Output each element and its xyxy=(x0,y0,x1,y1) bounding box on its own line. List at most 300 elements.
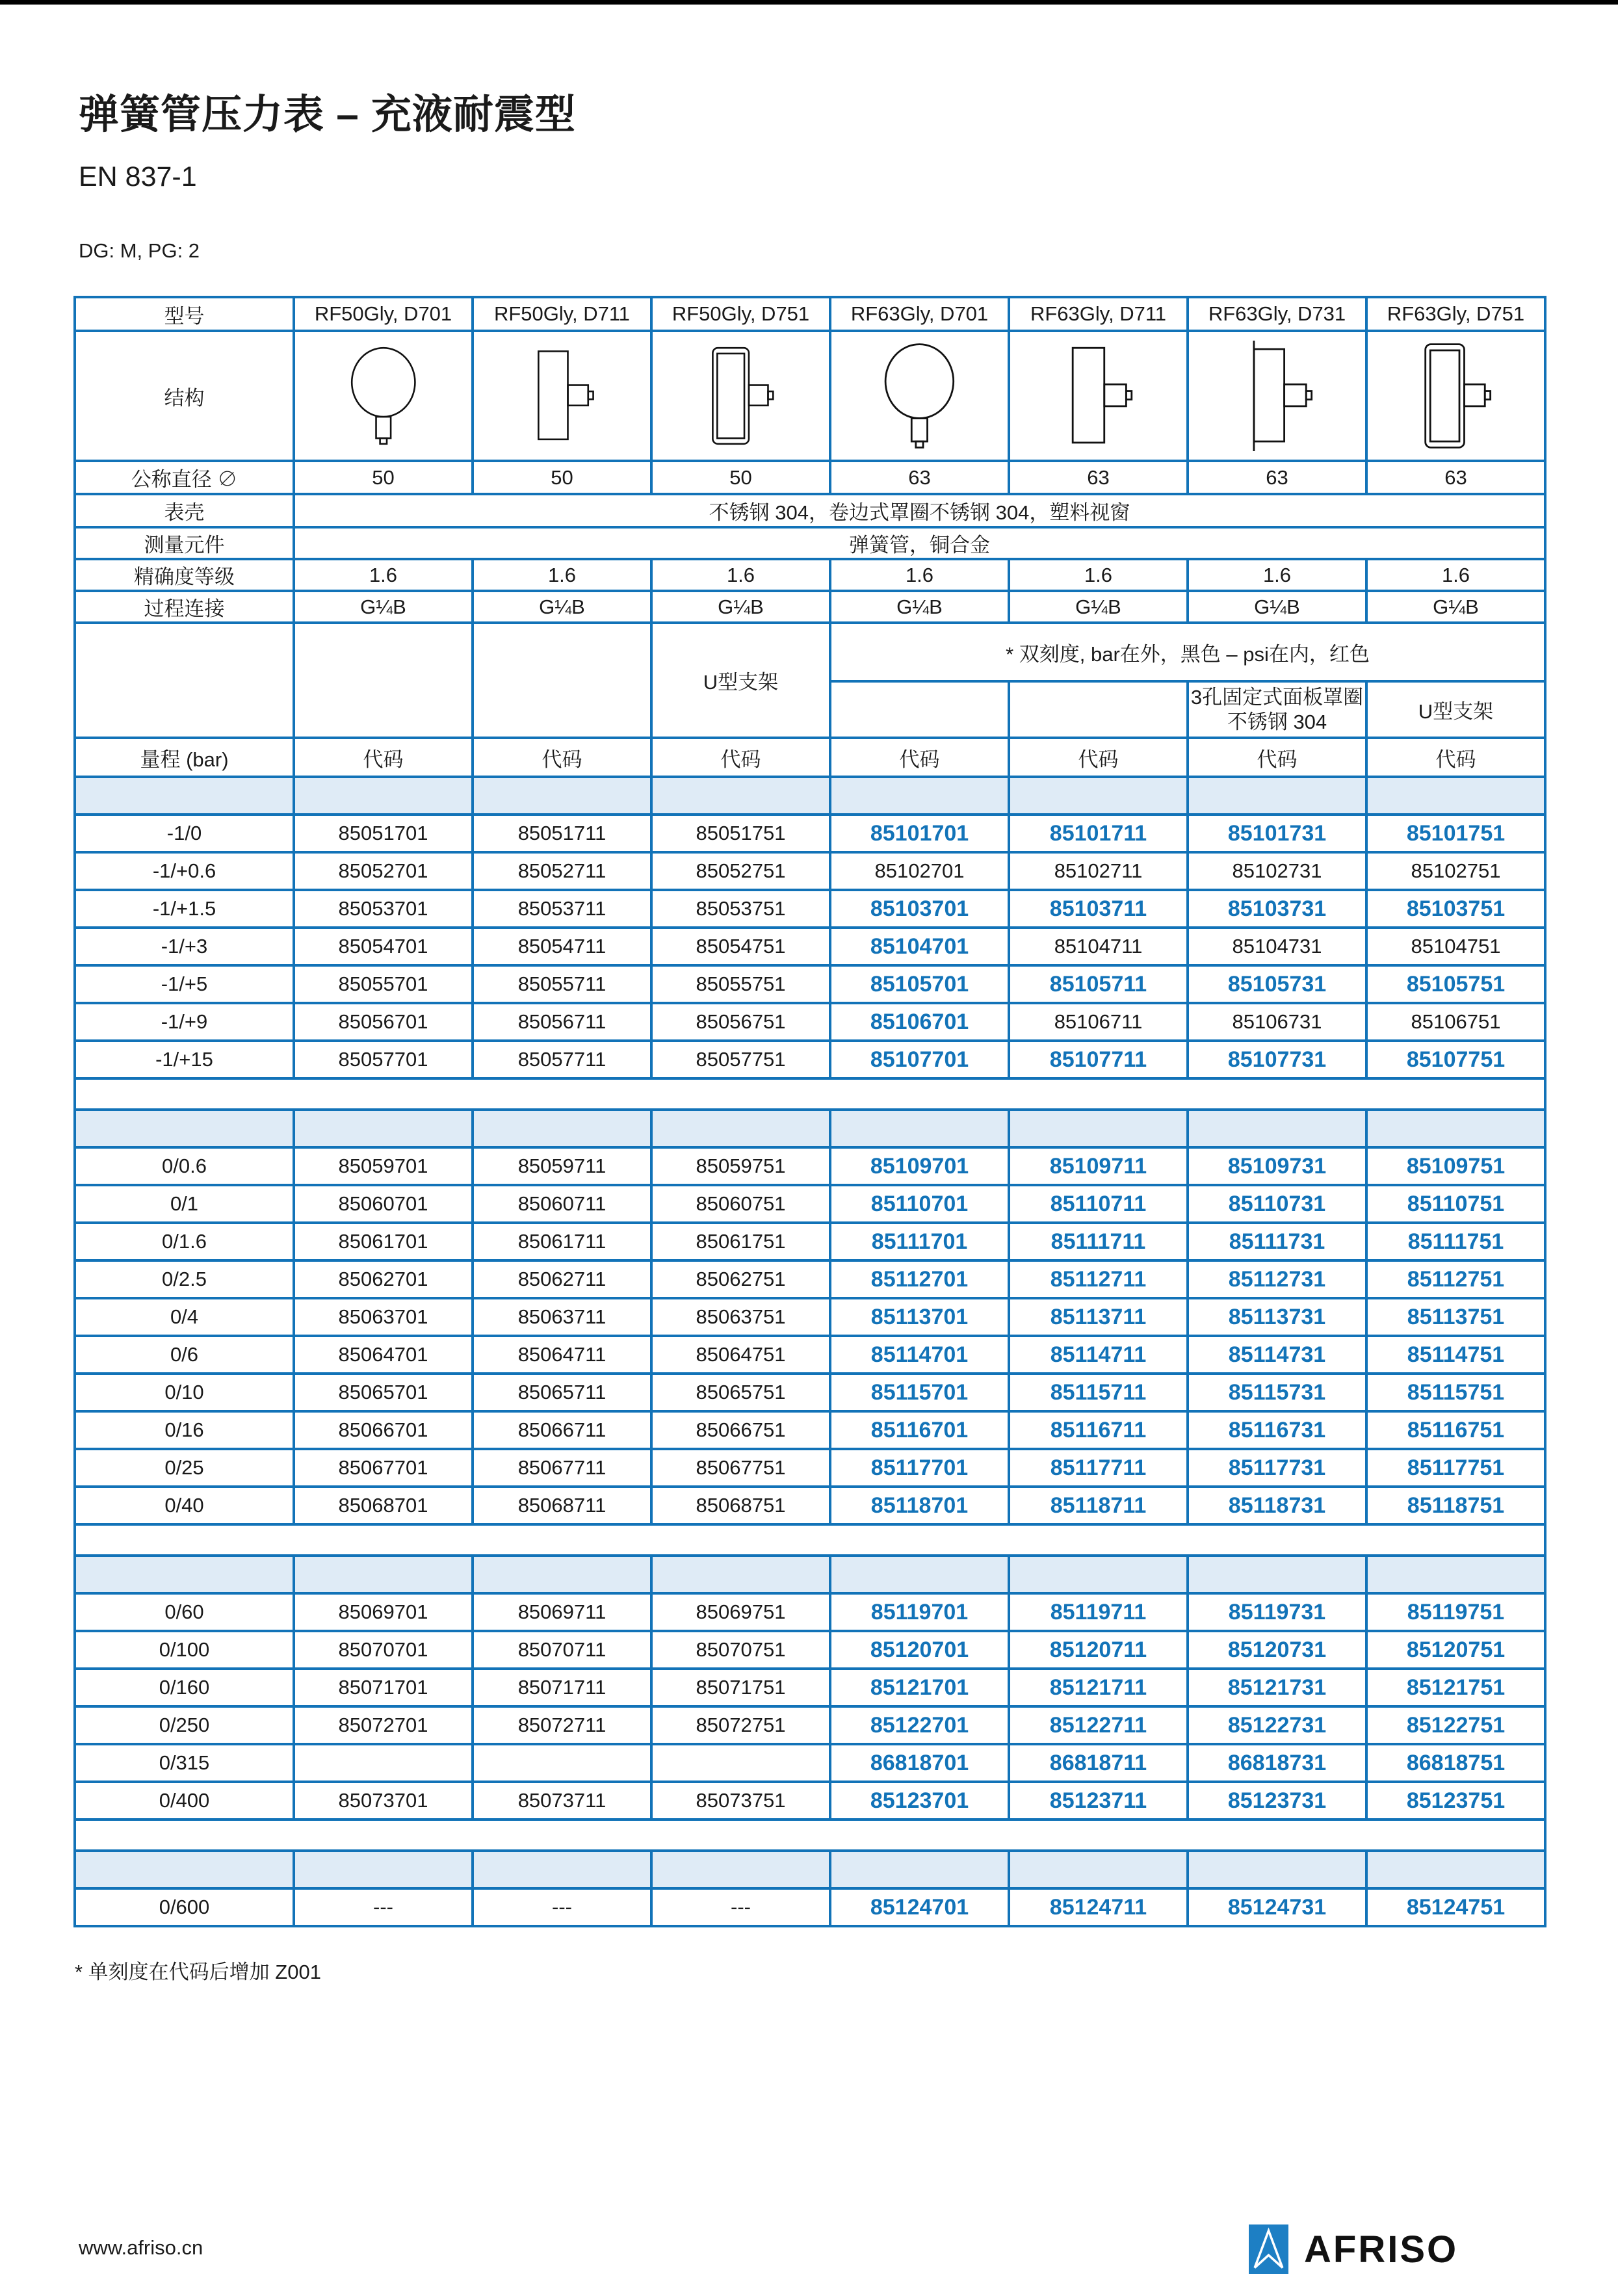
separator-cell xyxy=(1009,1851,1188,1888)
code-cell: 85112751 xyxy=(1366,1260,1545,1298)
code-cell: 85118711 xyxy=(1009,1487,1188,1524)
code-cell: 85063751 xyxy=(651,1298,830,1336)
code-cell: 85061751 xyxy=(651,1223,830,1260)
spec-value-cell: G¼B xyxy=(1188,591,1366,623)
code-cell: 85103751 xyxy=(1366,890,1545,928)
code-cell: 85104731 xyxy=(1188,928,1366,965)
code-cell: 85072711 xyxy=(473,1706,651,1744)
code-cell: 85105701 xyxy=(830,965,1009,1003)
code-cell: 85051711 xyxy=(473,815,651,852)
code-column-label: 代码 xyxy=(294,738,473,777)
code-cell: 85114711 xyxy=(1009,1336,1188,1374)
data-row xyxy=(75,1706,1545,1744)
data-row xyxy=(75,1298,1545,1336)
data-row xyxy=(75,1147,1545,1185)
spec-label: 表壳 xyxy=(75,494,294,527)
code-cell: 85109701 xyxy=(830,1147,1009,1185)
code-cell: 85051751 xyxy=(651,815,830,852)
note-empty-cell xyxy=(473,623,651,738)
code-column-label: 代码 xyxy=(1009,738,1188,777)
range-header-row xyxy=(75,738,1545,777)
range-cell: 0/60 xyxy=(75,1593,294,1631)
top-rule xyxy=(0,0,1618,5)
code-cell: 85121701 xyxy=(830,1669,1009,1706)
code-cell: 85112701 xyxy=(830,1260,1009,1298)
code-cell: 85114731 xyxy=(1188,1336,1366,1374)
code-column-label: 代码 xyxy=(830,738,1009,777)
code-cell: 85065711 xyxy=(473,1374,651,1411)
code-cell: 86818711 xyxy=(1009,1744,1188,1782)
code-cell: 85115701 xyxy=(830,1374,1009,1411)
code-cell: 85121751 xyxy=(1366,1669,1545,1706)
data-row xyxy=(75,1669,1545,1706)
range-cell: -1/+1.5 xyxy=(75,890,294,928)
spec-label: 公称直径 ∅ xyxy=(75,461,294,494)
code-cell: 85064751 xyxy=(651,1336,830,1374)
code-cell: 85057711 xyxy=(473,1041,651,1078)
spec-value-cell: G¼B xyxy=(1009,591,1188,623)
code-cell: 85110751 xyxy=(1366,1185,1545,1223)
code-cell: 85056701 xyxy=(294,1003,473,1041)
code-cell: 85056711 xyxy=(473,1003,651,1041)
code-cell: 85068701 xyxy=(294,1487,473,1524)
code-cell: 85062751 xyxy=(651,1260,830,1298)
separator-cell xyxy=(294,777,473,815)
spec-value-cell: G¼B xyxy=(473,591,651,623)
code-cell: 85104751 xyxy=(1366,928,1545,965)
range-cell: -1/+3 xyxy=(75,928,294,965)
code-cell: 85068711 xyxy=(473,1487,651,1524)
code-cell: 85106731 xyxy=(1188,1003,1366,1041)
code-cell: 85117751 xyxy=(1366,1449,1545,1487)
code-cell: 85113731 xyxy=(1188,1298,1366,1336)
spec-row xyxy=(75,527,1545,559)
code-cell: 85066751 xyxy=(651,1411,830,1449)
spec-value-cell: G¼B xyxy=(294,591,473,623)
code-cell: 85072751 xyxy=(651,1706,830,1744)
separator-cell xyxy=(1009,777,1188,815)
separator-cell xyxy=(294,1851,473,1888)
spec-value-cell: G¼B xyxy=(651,591,830,623)
code-cell: 85104711 xyxy=(1009,928,1188,965)
code-cell: 85073701 xyxy=(294,1782,473,1820)
separator-cell xyxy=(651,1110,830,1147)
separator-cell xyxy=(473,1110,651,1147)
data-row xyxy=(75,1041,1545,1078)
note-band-row-top xyxy=(75,623,1545,681)
code-cell: 85067711 xyxy=(473,1449,651,1487)
code-cell: 85107731 xyxy=(1188,1041,1366,1078)
code-cell: 85070751 xyxy=(651,1631,830,1669)
code-cell: 85067701 xyxy=(294,1449,473,1487)
model-column-label: 型号 xyxy=(75,297,294,331)
code-cell: 85113701 xyxy=(830,1298,1009,1336)
code-cell: 85112711 xyxy=(1009,1260,1188,1298)
code-cell xyxy=(473,1744,651,1782)
data-row xyxy=(75,1782,1545,1820)
data-row xyxy=(75,928,1545,965)
data-row xyxy=(75,1223,1545,1260)
range-cell: 0/400 xyxy=(75,1782,294,1820)
data-row xyxy=(75,852,1545,890)
code-cell: 85103731 xyxy=(1188,890,1366,928)
code-cell: 85067751 xyxy=(651,1449,830,1487)
code-cell: 85056751 xyxy=(651,1003,830,1041)
data-row xyxy=(75,1003,1545,1041)
model-name-cell: RF50Gly, D751 xyxy=(651,297,830,331)
code-cell: 85114751 xyxy=(1366,1336,1545,1374)
code-column-label: 代码 xyxy=(1188,738,1366,777)
code-cell: --- xyxy=(294,1888,473,1926)
code-cell: 85071751 xyxy=(651,1669,830,1706)
code-cell: 85121731 xyxy=(1188,1669,1366,1706)
code-cell: 85069751 xyxy=(651,1593,830,1631)
code-cell: 85066711 xyxy=(473,1411,651,1449)
data-row xyxy=(75,1888,1545,1926)
separator-cell xyxy=(1188,1556,1366,1593)
code-cell: 85062711 xyxy=(473,1260,651,1298)
model-name-cell: RF50Gly, D701 xyxy=(294,297,473,331)
range-cell: 0/2.5 xyxy=(75,1260,294,1298)
code-cell: 86818731 xyxy=(1188,1744,1366,1782)
code-cell: 85120701 xyxy=(830,1631,1009,1669)
code-cell: 85104701 xyxy=(830,928,1009,965)
code-cell: 85070701 xyxy=(294,1631,473,1669)
gauge-side-back-connection-icon xyxy=(473,331,651,461)
separator-cell xyxy=(75,1110,294,1147)
code-cell: 85071711 xyxy=(473,1669,651,1706)
code-column-label: 代码 xyxy=(1366,738,1545,777)
range-cell: -1/0 xyxy=(75,815,294,852)
code-cell xyxy=(651,1744,830,1782)
spec-value-cell: 1.6 xyxy=(1009,559,1188,591)
gauge-side-flange-icon xyxy=(1366,331,1545,461)
separator-cell xyxy=(651,1851,830,1888)
code-cell: 85123731 xyxy=(1188,1782,1366,1820)
code-cell: 85116751 xyxy=(1366,1411,1545,1449)
range-cell: 0/250 xyxy=(75,1706,294,1744)
separator-row-blue xyxy=(75,777,1545,815)
spec-value-cell: 1.6 xyxy=(830,559,1009,591)
code-cell: 85106751 xyxy=(1366,1003,1545,1041)
code-cell: 85103711 xyxy=(1009,890,1188,928)
code-cell: 85055701 xyxy=(294,965,473,1003)
code-cell: 85060701 xyxy=(294,1185,473,1223)
code-cell: 85123751 xyxy=(1366,1782,1545,1820)
data-row xyxy=(75,1260,1545,1298)
code-cell: 85073711 xyxy=(473,1782,651,1820)
dg-pg-meta: DG: M, PG: 2 xyxy=(79,239,200,262)
spec-value-cell: G¼B xyxy=(1366,591,1545,623)
model-name-cell: RF63Gly, D731 xyxy=(1188,297,1366,331)
code-cell: 85123701 xyxy=(830,1782,1009,1820)
code-cell: 85114701 xyxy=(830,1336,1009,1374)
code-cell: 85123711 xyxy=(1009,1782,1188,1820)
code-cell: 85057701 xyxy=(294,1041,473,1078)
code-cell: 85107751 xyxy=(1366,1041,1545,1078)
separator-cell xyxy=(75,1820,1545,1851)
code-cell: 85111701 xyxy=(830,1223,1009,1260)
code-cell: 85059701 xyxy=(294,1147,473,1185)
standard-label: EN 837-1 xyxy=(79,161,197,192)
code-column-label: 代码 xyxy=(473,738,651,777)
code-cell: 85117711 xyxy=(1009,1449,1188,1487)
code-cell: 85055751 xyxy=(651,965,830,1003)
data-row xyxy=(75,1449,1545,1487)
range-cell: 0/1.6 xyxy=(75,1223,294,1260)
code-cell: 85057751 xyxy=(651,1041,830,1078)
code-cell: 85101701 xyxy=(830,815,1009,852)
range-cell: 0/1 xyxy=(75,1185,294,1223)
code-cell xyxy=(294,1744,473,1782)
code-cell: 85118701 xyxy=(830,1487,1009,1524)
separator-cell xyxy=(651,777,830,815)
code-cell: 85115731 xyxy=(1188,1374,1366,1411)
code-cell: 85109731 xyxy=(1188,1147,1366,1185)
separator-cell xyxy=(1366,1110,1545,1147)
range-column-label: 量程 (bar) xyxy=(75,738,294,777)
code-cell: 85052751 xyxy=(651,852,830,890)
code-cell: 85109711 xyxy=(1009,1147,1188,1185)
code-cell: 85064711 xyxy=(473,1336,651,1374)
separator-cell xyxy=(294,1556,473,1593)
data-row xyxy=(75,1185,1545,1223)
separator-cell xyxy=(1366,1851,1545,1888)
separator-row-white xyxy=(75,1078,1545,1110)
note-empty-cell xyxy=(294,623,473,738)
separator-cell xyxy=(1188,777,1366,815)
range-cell: 0/100 xyxy=(75,1631,294,1669)
code-cell: 85109751 xyxy=(1366,1147,1545,1185)
data-row xyxy=(75,1411,1545,1449)
code-cell: --- xyxy=(651,1888,830,1926)
range-cell: 0/25 xyxy=(75,1449,294,1487)
separator-cell xyxy=(830,1851,1009,1888)
spec-value-cell: 50 xyxy=(651,461,830,494)
note-empty-cell xyxy=(75,623,294,738)
range-cell: -1/+5 xyxy=(75,965,294,1003)
code-cell: 85119711 xyxy=(1009,1593,1188,1631)
code-cell: 85061701 xyxy=(294,1223,473,1260)
code-cell: 85122751 xyxy=(1366,1706,1545,1744)
model-name-cell: RF63Gly, D751 xyxy=(1366,297,1545,331)
code-cell: 85119751 xyxy=(1366,1593,1545,1631)
code-cell: 85060711 xyxy=(473,1185,651,1223)
range-cell: 0/40 xyxy=(75,1487,294,1524)
spec-label: 测量元件 xyxy=(75,527,294,559)
spec-value-cell: 1.6 xyxy=(1366,559,1545,591)
code-cell: 85120731 xyxy=(1188,1631,1366,1669)
code-cell: 85051701 xyxy=(294,815,473,852)
code-cell: 85116711 xyxy=(1009,1411,1188,1449)
spec-value-cell: 50 xyxy=(294,461,473,494)
separator-cell xyxy=(830,777,1009,815)
code-cell: 85101711 xyxy=(1009,815,1188,852)
code-cell: 85120711 xyxy=(1009,1631,1188,1669)
code-cell: 85107711 xyxy=(1009,1041,1188,1078)
code-cell: 85063711 xyxy=(473,1298,651,1336)
code-cell: 85064701 xyxy=(294,1336,473,1374)
separator-cell xyxy=(1188,1110,1366,1147)
code-column-label: 代码 xyxy=(651,738,830,777)
code-cell: 85065701 xyxy=(294,1374,473,1411)
separator-row-white xyxy=(75,1820,1545,1851)
model-name-cell: RF63Gly, D711 xyxy=(1009,297,1188,331)
code-cell: 85054711 xyxy=(473,928,651,965)
code-cell: 85105731 xyxy=(1188,965,1366,1003)
code-cell: 85062701 xyxy=(294,1260,473,1298)
separator-cell xyxy=(473,1556,651,1593)
code-cell: 85105711 xyxy=(1009,965,1188,1003)
dual-scale-note: * 双刻度, bar在外，黑色 – psi在内，红色 xyxy=(830,623,1545,681)
code-cell: 85117701 xyxy=(830,1449,1009,1487)
code-cell: 85053701 xyxy=(294,890,473,928)
spec-value-cell: 1.6 xyxy=(294,559,473,591)
code-cell: 85072701 xyxy=(294,1706,473,1744)
spec-value-cell: 63 xyxy=(1366,461,1545,494)
spec-label: 精确度等级 xyxy=(75,559,294,591)
code-cell: 85101731 xyxy=(1188,815,1366,852)
code-cell: 85054751 xyxy=(651,928,830,965)
spec-value-cell: 50 xyxy=(473,461,651,494)
data-row xyxy=(75,890,1545,928)
data-row xyxy=(75,815,1545,852)
code-cell: 85068751 xyxy=(651,1487,830,1524)
note-empty-cell xyxy=(830,681,1009,738)
code-cell: 85110731 xyxy=(1188,1185,1366,1223)
code-cell: 86818701 xyxy=(830,1744,1009,1782)
separator-row-blue xyxy=(75,1851,1545,1888)
spec-row xyxy=(75,461,1545,494)
code-cell: --- xyxy=(473,1888,651,1926)
model-name-cell: RF63Gly, D701 xyxy=(830,297,1009,331)
code-cell: 85119701 xyxy=(830,1593,1009,1631)
separator-cell xyxy=(75,1556,294,1593)
range-cell: -1/+15 xyxy=(75,1041,294,1078)
range-cell: 0/315 xyxy=(75,1744,294,1782)
separator-cell xyxy=(75,1524,1545,1556)
code-cell: 85102701 xyxy=(830,852,1009,890)
product-table xyxy=(73,296,1546,1927)
code-cell: 85055711 xyxy=(473,965,651,1003)
code-cell: 85124701 xyxy=(830,1888,1009,1926)
code-cell: 85059711 xyxy=(473,1147,651,1185)
data-row xyxy=(75,1374,1545,1411)
code-cell: 85071701 xyxy=(294,1669,473,1706)
separator-cell xyxy=(75,1851,294,1888)
code-cell: 85052701 xyxy=(294,852,473,890)
code-cell: 85073751 xyxy=(651,1782,830,1820)
code-cell: 85119731 xyxy=(1188,1593,1366,1631)
spec-value-cell: 63 xyxy=(830,461,1009,494)
range-cell: 0/10 xyxy=(75,1374,294,1411)
separator-cell xyxy=(830,1110,1009,1147)
data-row xyxy=(75,1336,1545,1374)
code-cell: 85101751 xyxy=(1366,815,1545,852)
code-cell: 85053751 xyxy=(651,890,830,928)
spec-value-cell: 1.6 xyxy=(1188,559,1366,591)
code-cell: 85116731 xyxy=(1188,1411,1366,1449)
code-cell: 85111711 xyxy=(1009,1223,1188,1260)
spec-value-cell: 1.6 xyxy=(473,559,651,591)
code-cell: 85054701 xyxy=(294,928,473,965)
code-cell: 85115751 xyxy=(1366,1374,1545,1411)
separator-cell xyxy=(1188,1851,1366,1888)
spec-row xyxy=(75,494,1545,527)
data-row xyxy=(75,1744,1545,1782)
separator-cell xyxy=(651,1556,830,1593)
code-cell: 85111731 xyxy=(1188,1223,1366,1260)
code-cell: 85112731 xyxy=(1188,1260,1366,1298)
code-cell: 85124731 xyxy=(1188,1888,1366,1926)
code-cell: 85120751 xyxy=(1366,1631,1545,1669)
range-cell: -1/+0.6 xyxy=(75,852,294,890)
data-row xyxy=(75,1487,1545,1524)
code-cell: 85107701 xyxy=(830,1041,1009,1078)
panel-ring-note: 3孔固定式面板罩圈 不锈钢 304 xyxy=(1188,681,1366,738)
code-cell: 85122701 xyxy=(830,1706,1009,1744)
code-cell: 86818751 xyxy=(1366,1744,1545,1782)
data-row xyxy=(75,965,1545,1003)
spec-row xyxy=(75,591,1545,623)
data-row xyxy=(75,1631,1545,1669)
page-title: 弹簧管压力表 – 充液耐震型 xyxy=(79,92,576,137)
brand-name: AFRISO xyxy=(1304,2228,1459,2271)
separator-cell xyxy=(294,1110,473,1147)
spec-value-cell: G¼B xyxy=(830,591,1009,623)
gauge-front-view-icon xyxy=(830,331,1009,461)
spec-row xyxy=(75,559,1545,591)
gauge-side-back-connection-icon xyxy=(1009,331,1188,461)
code-cell: 85065751 xyxy=(651,1374,830,1411)
range-cell: 0/160 xyxy=(75,1669,294,1706)
structure-row xyxy=(75,331,1545,461)
separator-cell xyxy=(473,1851,651,1888)
code-cell: 85113751 xyxy=(1366,1298,1545,1336)
range-cell: 0/0.6 xyxy=(75,1147,294,1185)
code-cell: 85053711 xyxy=(473,890,651,928)
gauge-front-view-icon xyxy=(294,331,473,461)
code-cell: 85063701 xyxy=(294,1298,473,1336)
model-name-cell: RF50Gly, D711 xyxy=(473,297,651,331)
gauge-side-flange-icon xyxy=(651,331,830,461)
code-cell: 85106701 xyxy=(830,1003,1009,1041)
code-cell: 85102731 xyxy=(1188,852,1366,890)
u-bracket-note: U型支架 xyxy=(651,623,830,738)
range-cell: 0/16 xyxy=(75,1411,294,1449)
note-empty-cell xyxy=(1009,681,1188,738)
code-cell: 85124711 xyxy=(1009,1888,1188,1926)
separator-cell xyxy=(1009,1556,1188,1593)
code-cell: 85115711 xyxy=(1009,1374,1188,1411)
code-cell: 85066701 xyxy=(294,1411,473,1449)
code-cell: 85059751 xyxy=(651,1147,830,1185)
code-cell: 85061711 xyxy=(473,1223,651,1260)
code-cell: 85122711 xyxy=(1009,1706,1188,1744)
separator-row-white xyxy=(75,1524,1545,1556)
website-link[interactable]: www.afriso.cn xyxy=(79,2236,203,2259)
range-cell: -1/+9 xyxy=(75,1003,294,1041)
code-cell: 85117731 xyxy=(1188,1449,1366,1487)
code-cell: 85060751 xyxy=(651,1185,830,1223)
code-cell: 85070711 xyxy=(473,1631,651,1669)
gauge-side-panel-mount-icon xyxy=(1188,331,1366,461)
structure-label: 结构 xyxy=(75,331,294,461)
code-cell: 85118731 xyxy=(1188,1487,1366,1524)
code-cell: 85106711 xyxy=(1009,1003,1188,1041)
range-cell: 0/600 xyxy=(75,1888,294,1926)
code-cell: 85102711 xyxy=(1009,852,1188,890)
